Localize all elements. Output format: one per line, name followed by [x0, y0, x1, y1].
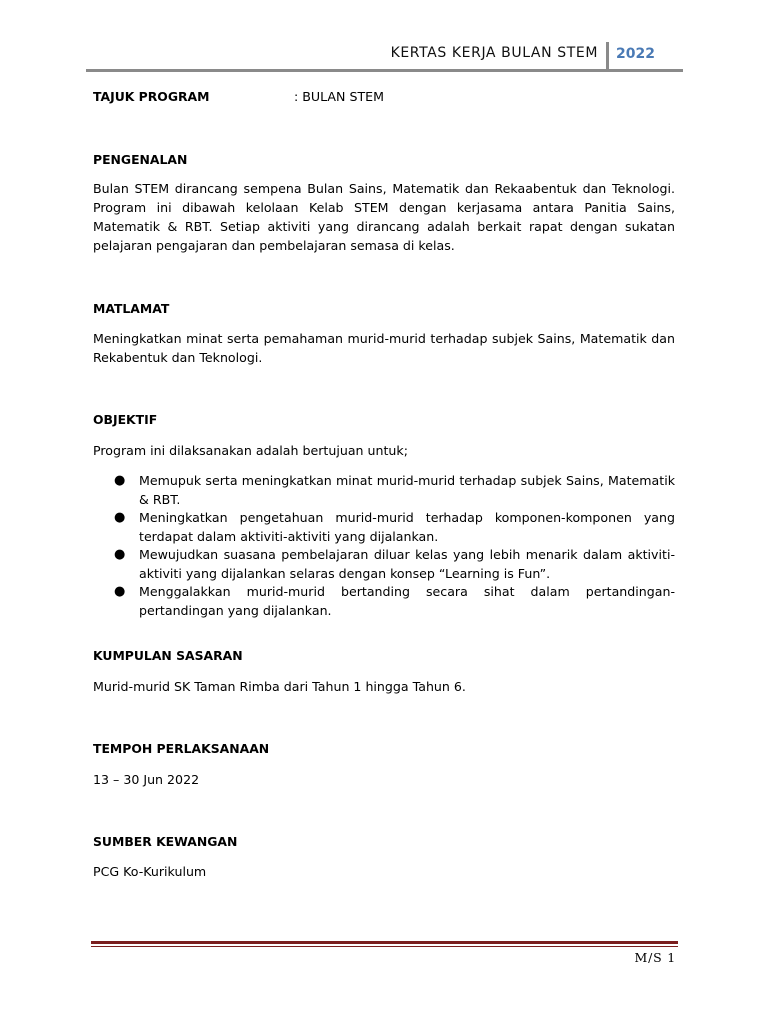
- text-objektif-intro: Program ini dilaksanakan adalah bertujuan untuk;: [93, 443, 408, 458]
- list-item: ● Meningkatkan pengetahuan murid-murid terhadap komponen-komponen yang terdapat dalam aktiviti-aktiviti yang dijalankan.: [114, 510, 675, 544]
- page-number: M/S 1: [634, 950, 676, 965]
- footer-rule-thin: [91, 946, 678, 947]
- header-title: KERTAS KERJA BULAN STEM: [390, 45, 598, 61]
- header-rule: [86, 69, 683, 72]
- heading-objektif: OBJEKTIF: [93, 412, 158, 427]
- text-tempoh: 13 – 30 Jun 2022: [93, 772, 200, 787]
- header-year: 2022: [616, 46, 655, 62]
- footer-rule: [91, 941, 678, 944]
- bullet-icon: ●: [114, 584, 126, 599]
- list-item: ● Mewujudkan suasana pembelajaran diluar kelas yang lebih menarik dalam aktiviti-aktiviti yang dijalankan selaras dengan konsep “Learning is Fun”.: [114, 547, 675, 581]
- list-item: ● Memupuk serta meningkatkan minat murid-murid terhadap subjek Sains, Matematik & RBT.: [114, 473, 675, 507]
- text-matlamat: Meningkatkan minat serta pemahaman murid-murid terhadap subjek Sains, Matematik dan Rekabentuk dan Teknologi.: [93, 331, 675, 365]
- text-kewangan: PCG Ko-Kurikulum: [93, 864, 207, 879]
- list-item: ● Menggalakkan murid-murid bertanding secara sihat dalam pertandingan-pertandingan yang dijalankan.: [114, 584, 675, 618]
- program-value: : BULAN STEM: [294, 89, 384, 104]
- heading-matlamat: MATLAMAT: [93, 301, 170, 316]
- program-label: TAJUK PROGRAM: [93, 89, 210, 104]
- text-pengenalan: Bulan STEM dirancang sempena Bulan Sains, Matematik dan Rekaabentuk dan Teknologi. Program ini dibawah kelolaan Kelab STEM dengan kerjasama antara Panitia Sains, Matematik & RBT. Setiap aktiviti yang dirancang adalah berkait rapat dengan sukatan pelajaran pengajaran dan pembelajaran semasa di kelas.: [93, 181, 675, 253]
- heading-sasaran: KUMPULAN SASARAN: [93, 648, 243, 663]
- text-sasaran: Murid-murid SK Taman Rimba dari Tahun 1 hingga Tahun 6.: [93, 679, 466, 694]
- bullet-icon: ●: [114, 473, 126, 488]
- bullet-icon: ●: [114, 510, 126, 525]
- header-separator: [606, 42, 609, 70]
- heading-pengenalan: PENGENALAN: [93, 152, 188, 167]
- heading-kewangan: SUMBER KEWANGAN: [93, 834, 238, 849]
- bullet-icon: ●: [114, 547, 126, 562]
- objektif-list: [93, 472, 675, 620]
- heading-tempoh: TEMPOH PERLAKSANAAN: [93, 741, 270, 756]
